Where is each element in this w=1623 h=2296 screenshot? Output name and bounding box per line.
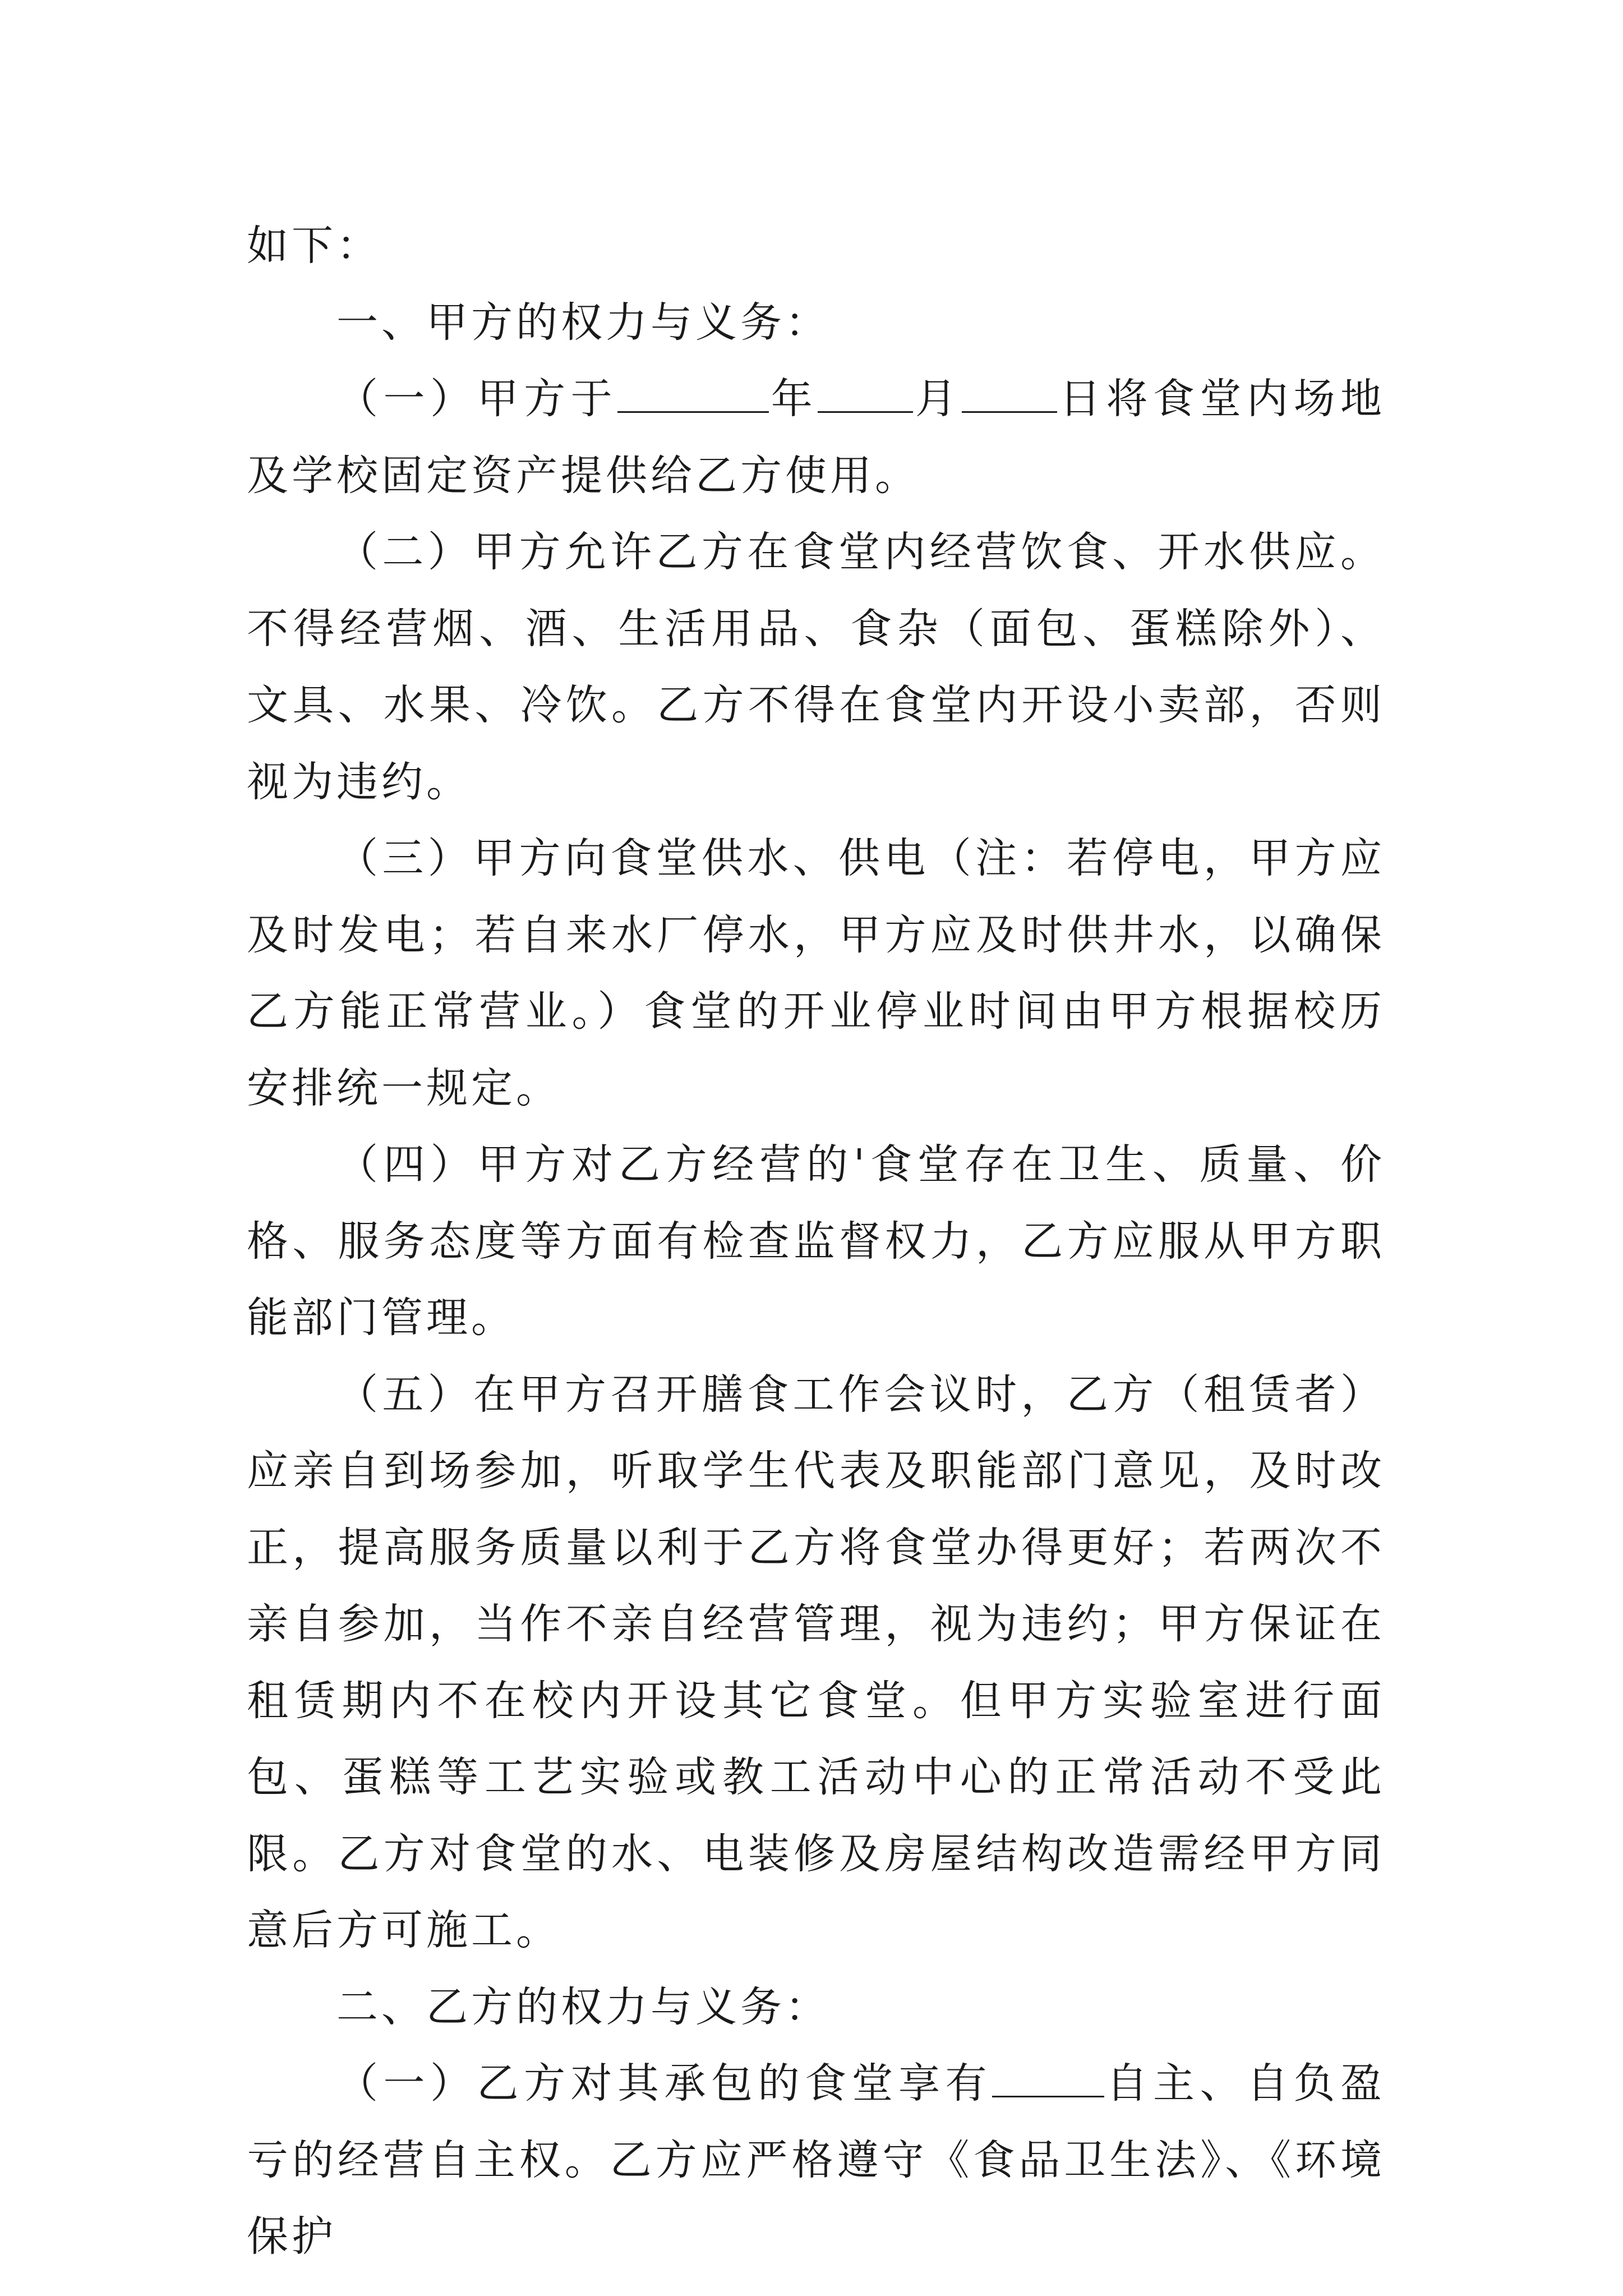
section-heading-party-b bbox=[247, 1969, 1385, 2046]
clause-text: （四）甲方对乙方经营的'食堂存在卫生、质量、价格、服务态度等方面有检查监督权力，乙方应服从甲方职能部门管理。 bbox=[247, 1140, 1385, 1342]
blank-year-field[interactable] bbox=[617, 378, 769, 413]
year-label: 年 bbox=[769, 375, 818, 423]
clause-text: （一）甲方于 bbox=[336, 375, 618, 423]
clause-a-3 bbox=[247, 820, 1385, 1126]
section-heading-party-a bbox=[247, 284, 1385, 361]
heading-text: 二、乙方的权力与义务： bbox=[336, 1982, 830, 2031]
blank-field[interactable] bbox=[992, 2062, 1104, 2097]
clause-text: （五）在甲方召开膳食工作会议时，乙方（租赁者）应亲自到场参加，听取学生代表及职能部门意见，及时改正，提高服务质量以利于乙方将食堂办得更好；若两次不亲自参加，当作不亲自经营管理，视为违约；甲方保证在租赁期内不在校内开设其它食堂。但甲方实验室进行面包、蛋糕等工艺实验或教工活动中心的正常活动不受此限。乙方对食堂的水、电装修及房屋结构改造需经甲方同意后方可施工。 bbox=[247, 1370, 1385, 1954]
clause-a-2 bbox=[247, 514, 1385, 820]
paragraph-text: 如下： bbox=[247, 222, 381, 270]
month-label: 月 bbox=[913, 375, 962, 423]
clause-text: （一）乙方对其承包的食堂享有 bbox=[336, 2059, 992, 2108]
clause-text-rest: 日将食堂内场地及学校固定资产提供给乙方使用。 bbox=[247, 375, 1386, 500]
paragraph-intro bbox=[247, 208, 1385, 284]
clause-b-1 bbox=[247, 2045, 1385, 2275]
heading-text: 一、甲方的权力与义务： bbox=[336, 298, 830, 347]
blank-month-field[interactable] bbox=[818, 378, 913, 413]
clause-text: （二）甲方允许乙方在食堂内经营饮食、开水供应。不得经营烟、酒、生活用品、食杂（面包、蛋糕除外）、文具、水果、冷饮。乙方不得在食堂内开设小卖部，否则视为违约。 bbox=[247, 528, 1385, 806]
document-body bbox=[247, 208, 1385, 2275]
clause-a-4 bbox=[247, 1126, 1385, 1356]
blank-day-field[interactable] bbox=[962, 378, 1057, 413]
clause-a-1 bbox=[247, 361, 1385, 514]
clause-text-rest: 自主、自负盈亏的经营自主权。乙方应严格遵守《食品卫生法》、《环境保护 bbox=[247, 2059, 1385, 2261]
clause-text: （三）甲方向食堂供水、供电（注：若停电，甲方应及时发电；若自来水厂停水，甲方应及时供井水，以确保乙方能正常营业。）食堂的开业停业时间由甲方根据校历安排统一规定。 bbox=[247, 834, 1385, 1112]
clause-a-5 bbox=[247, 1356, 1385, 1969]
